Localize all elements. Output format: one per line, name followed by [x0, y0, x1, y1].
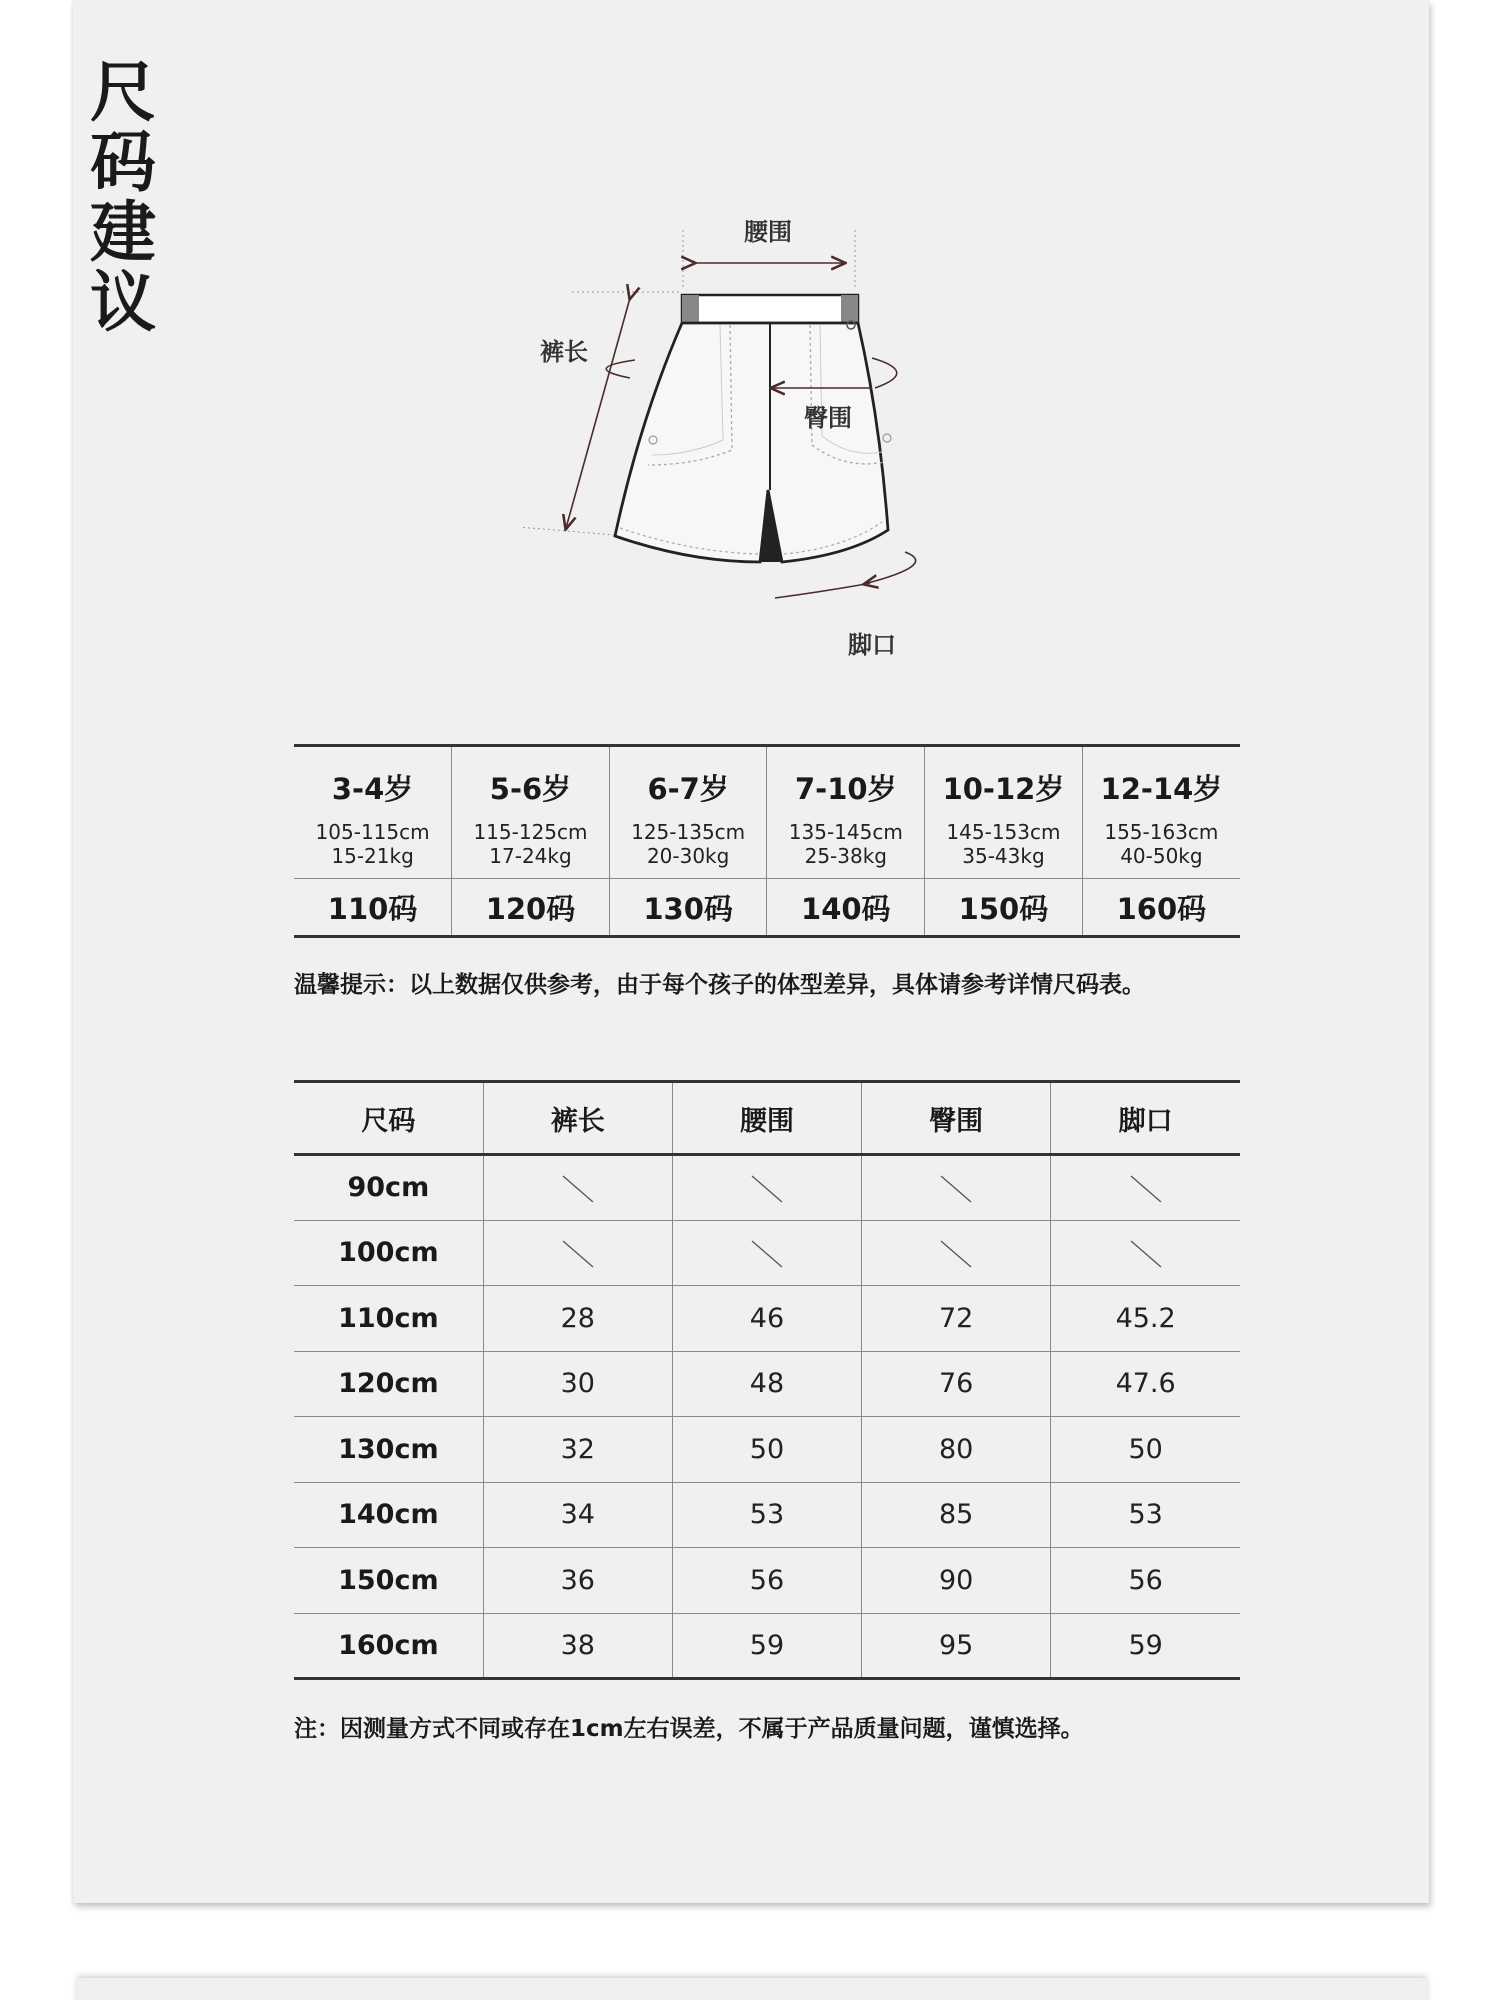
measure-cell: 90: [862, 1548, 1051, 1614]
size-chart-body: [294, 1155, 1240, 1679]
note-text: 注：因测量方式不同或存在1cm左右误差，不属于产品质量问题，谨慎选择。: [294, 1716, 1084, 1742]
measure-cell: 80: [862, 1417, 1051, 1483]
age-range: 12-14岁: [1100, 772, 1223, 806]
rec-col: [609, 746, 767, 879]
measure-cell: 59: [1051, 1613, 1240, 1679]
measure-cell: 46: [672, 1286, 861, 1352]
rec-col: [925, 746, 1083, 879]
recommended-size: 130码: [609, 879, 767, 937]
height-range: 135-145cm: [788, 820, 903, 844]
header-waist: 腰围: [672, 1082, 861, 1155]
recommended-size: 110码: [294, 879, 452, 937]
rec-col: [452, 746, 610, 879]
title-char-1: 尺: [90, 54, 156, 131]
shorts-illustration: [520, 200, 960, 670]
measure-cell: 76: [862, 1351, 1051, 1417]
height-range: 145-153cm: [946, 820, 1061, 844]
measure-cell: 59: [672, 1613, 861, 1679]
size-cell: 160cm: [294, 1613, 483, 1679]
recommended-size: 120码: [452, 879, 610, 937]
size-chart-table: [294, 1080, 1240, 1680]
measure-cell: 50: [1051, 1417, 1240, 1483]
length-label: 裤长: [540, 338, 588, 366]
measure-cell: 72: [862, 1286, 1051, 1352]
measure-cell: 50: [672, 1417, 861, 1483]
recommended-size: 150码: [925, 879, 1083, 937]
table-row: [294, 1351, 1240, 1417]
measure-cell: 53: [1051, 1482, 1240, 1548]
height-range: 115-125cm: [473, 820, 588, 844]
age-range: 5-6岁: [489, 772, 572, 806]
measure-cell: 53: [672, 1482, 861, 1548]
size-cell: 130cm: [294, 1417, 483, 1483]
measure-cell: 48: [672, 1351, 861, 1417]
table-row: [294, 1613, 1240, 1679]
not-available-slash: [1126, 1239, 1166, 1269]
measure-cell: [672, 1220, 861, 1286]
table-row: [294, 1417, 1240, 1483]
leg-opening-label: 脚口: [848, 631, 896, 659]
size-cell: 90cm: [294, 1155, 483, 1221]
measure-cell: [483, 1220, 672, 1286]
size-cell: 110cm: [294, 1286, 483, 1352]
measure-cell: 56: [672, 1548, 861, 1614]
measure-cell: 85: [862, 1482, 1051, 1548]
not-available-slash: [936, 1239, 976, 1269]
height-range: 155-163cm: [1104, 820, 1219, 844]
table-row: [294, 1155, 1240, 1221]
table-row: [294, 1548, 1240, 1614]
table-row: [294, 1220, 1240, 1286]
title-char-2: 码: [90, 124, 156, 201]
header-size: 尺码: [294, 1082, 483, 1155]
weight-range: 40-50kg: [1120, 844, 1203, 868]
next-card-edge: [77, 1978, 1427, 2000]
size-cell: 100cm: [294, 1220, 483, 1286]
measure-cell: 28: [483, 1286, 672, 1352]
measure-cell: 34: [483, 1482, 672, 1548]
shorts-diagram: [520, 200, 960, 670]
not-available-slash: [1126, 1174, 1166, 1204]
measure-cell: [483, 1155, 672, 1221]
not-available-slash: [558, 1239, 598, 1269]
rec-col: [767, 746, 925, 879]
size-recommendation-table: [294, 744, 1240, 938]
waist-label: 腰围: [744, 218, 792, 246]
measure-cell: [672, 1155, 861, 1221]
hip-label: 臀围: [804, 404, 852, 432]
not-available-slash: [747, 1174, 787, 1204]
measure-cell: 38: [483, 1613, 672, 1679]
weight-range: 25-38kg: [804, 844, 887, 868]
not-available-slash: [558, 1174, 598, 1204]
not-available-slash: [936, 1174, 976, 1204]
measure-cell: 36: [483, 1548, 672, 1614]
tip-text: 温馨提示：以上数据仅供参考，由于每个孩子的体型差异，具体请参考详情尺码表。: [294, 972, 1145, 998]
measure-cell: 56: [1051, 1548, 1240, 1614]
age-range: 10-12岁: [942, 772, 1065, 806]
age-range: 7-10岁: [795, 772, 897, 806]
header-length: 裤长: [483, 1082, 672, 1155]
size-cell: 120cm: [294, 1351, 483, 1417]
recommended-size: 160码: [1082, 879, 1240, 937]
weight-range: 17-24kg: [489, 844, 572, 868]
measure-cell: [1051, 1220, 1240, 1286]
rec-col: [294, 746, 452, 879]
measure-cell: 45.2: [1051, 1286, 1240, 1352]
not-available-slash: [747, 1239, 787, 1269]
measure-cell: 32: [483, 1417, 672, 1483]
measure-cell: 30: [483, 1351, 672, 1417]
table-row: [294, 1482, 1240, 1548]
weight-range: 20-30kg: [646, 844, 730, 868]
measure-cell: [862, 1220, 1051, 1286]
header-leg-opening: 脚口: [1051, 1082, 1240, 1155]
header-hip: 臀围: [862, 1082, 1051, 1155]
size-cell: 140cm: [294, 1482, 483, 1548]
height-range: 125-135cm: [631, 820, 746, 844]
measure-cell: [1051, 1155, 1240, 1221]
table-row: [294, 1286, 1240, 1352]
age-range: 3-4岁: [331, 772, 414, 806]
height-range: 105-115cm: [315, 820, 430, 844]
title-char-3: 建: [90, 194, 156, 271]
recommended-size: 140码: [767, 879, 925, 937]
measure-cell: 95: [862, 1613, 1051, 1679]
rec-col: [1082, 746, 1240, 879]
weight-range: 15-21kg: [331, 844, 414, 868]
size-cell: 150cm: [294, 1548, 483, 1614]
age-range: 6-7岁: [647, 772, 729, 806]
measure-cell: [862, 1155, 1051, 1221]
title-char-4: 议: [90, 264, 156, 341]
measure-cell: 47.6: [1051, 1351, 1240, 1417]
page-title: [83, 54, 163, 341]
weight-range: 35-43kg: [962, 844, 1045, 868]
